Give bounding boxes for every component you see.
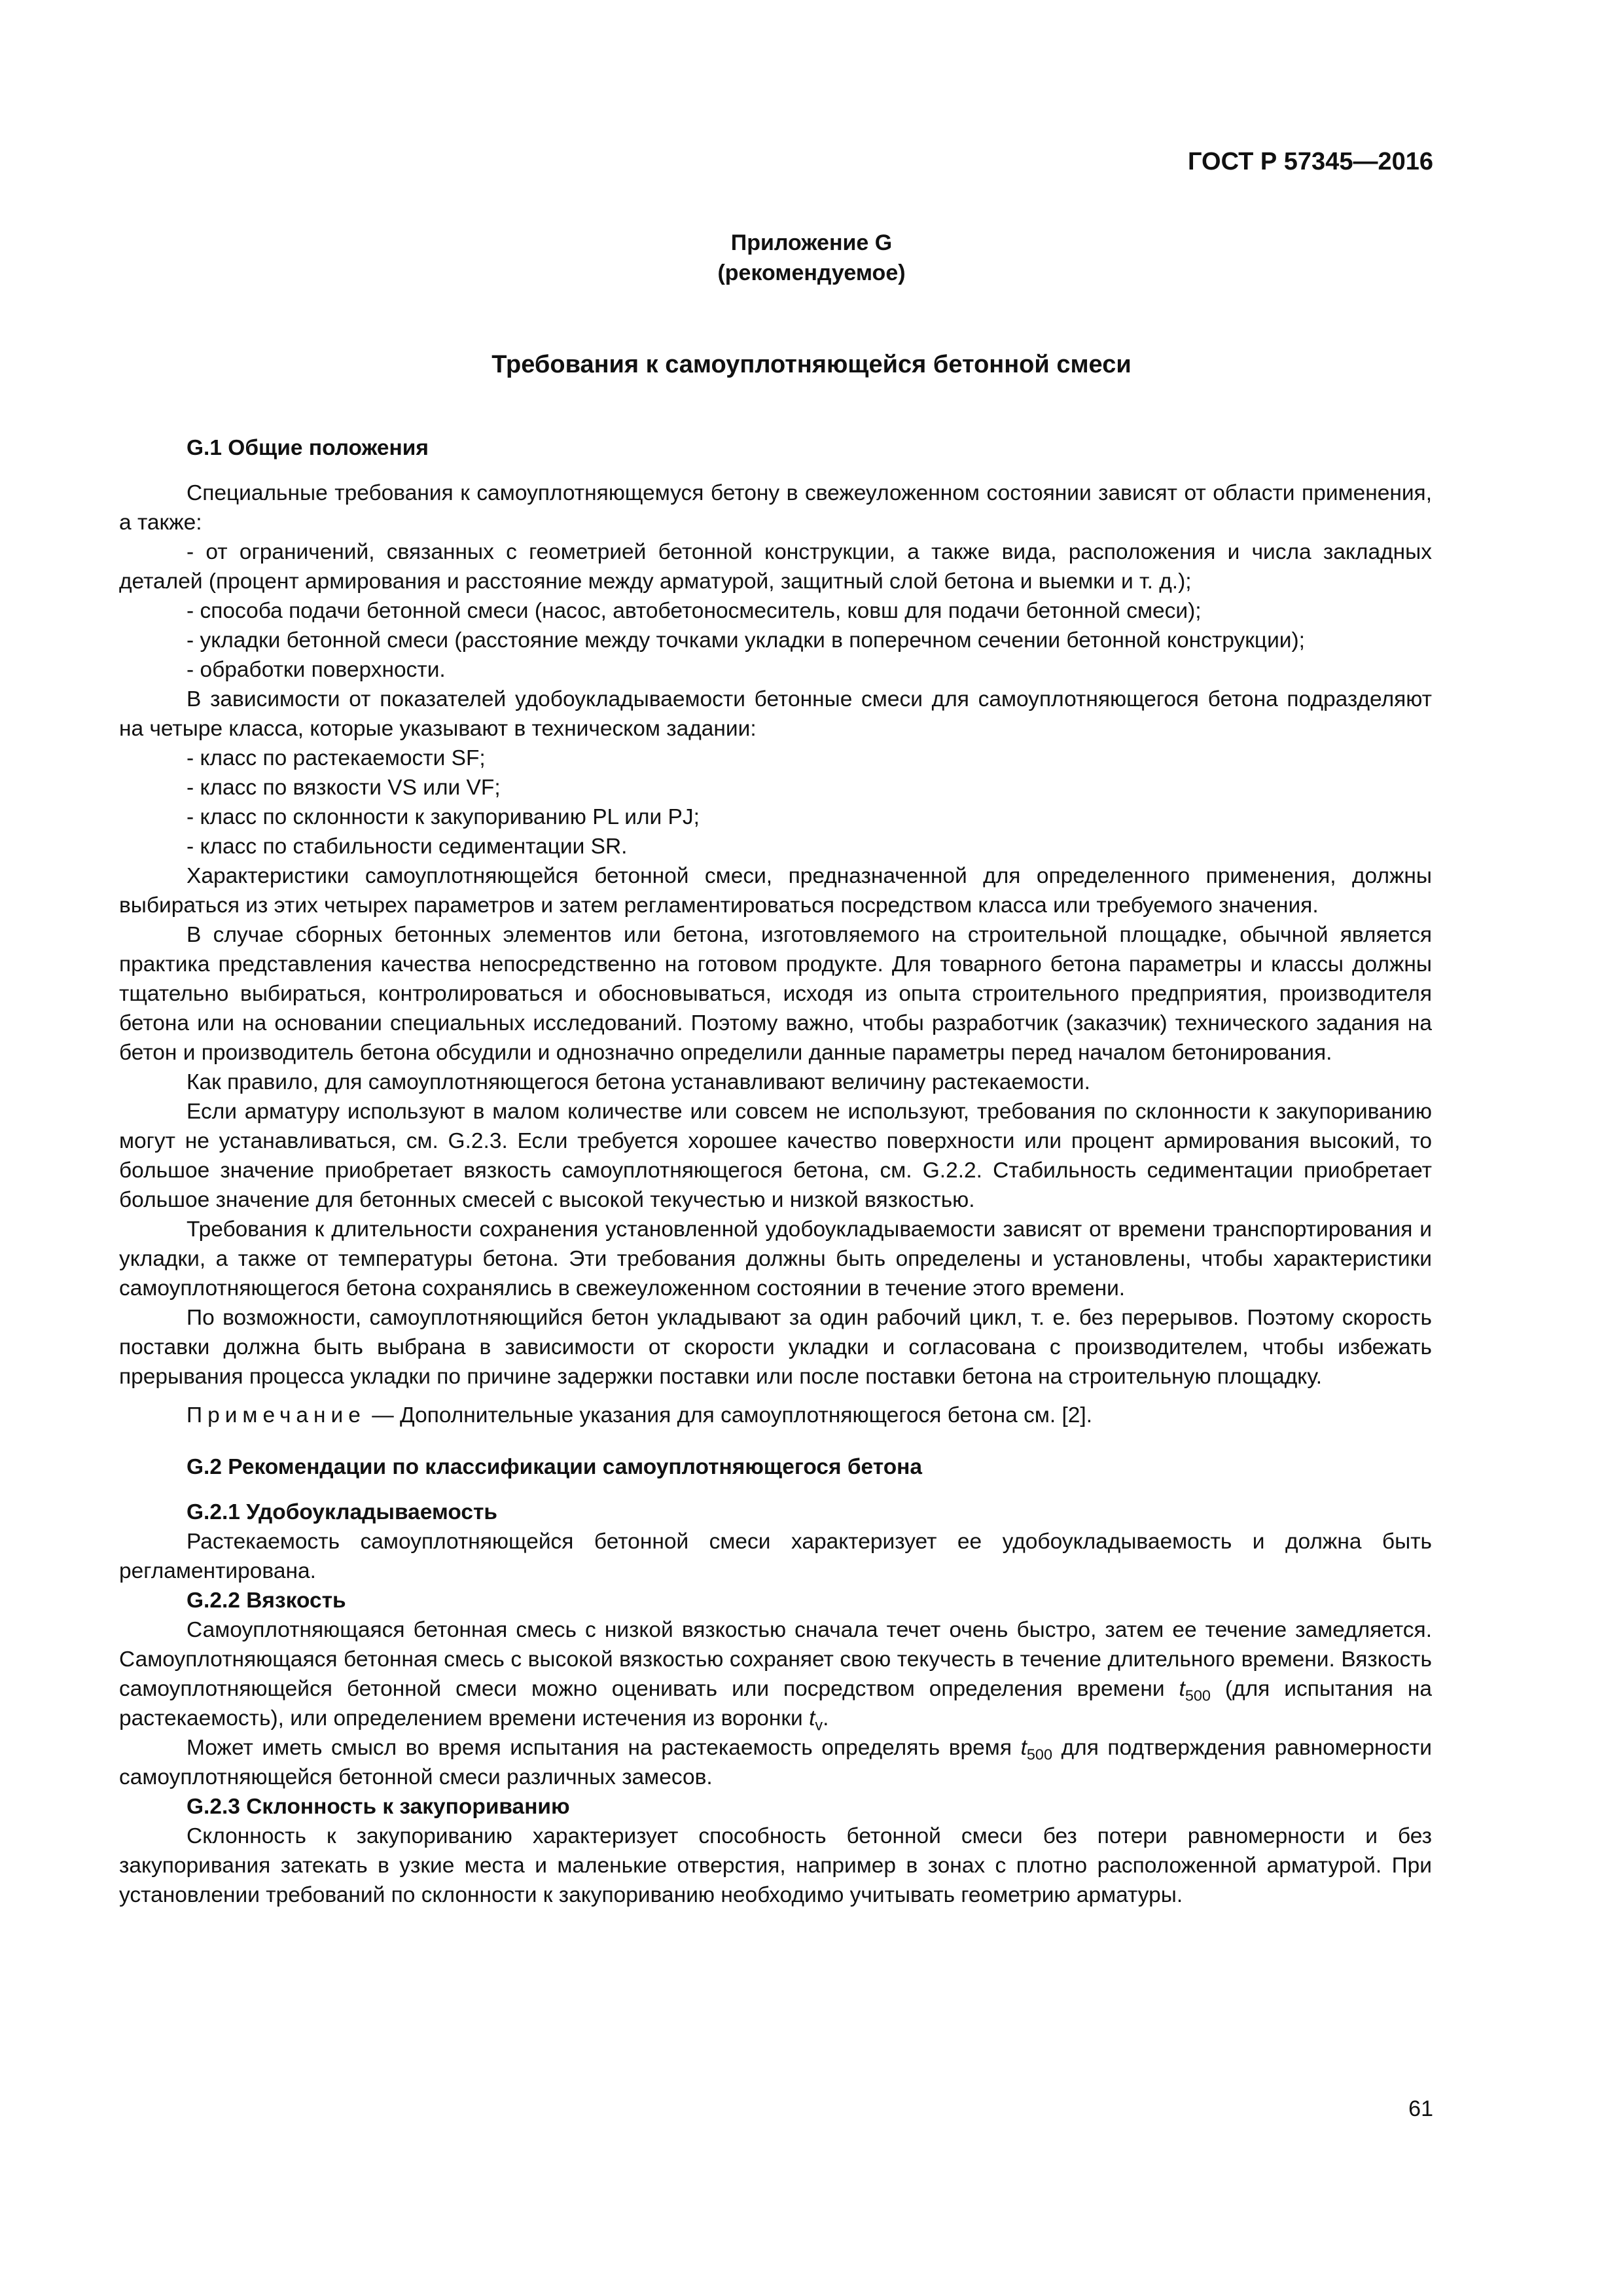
list-item: - класс по вязкости VS или VF;: [187, 776, 501, 800]
period: .: [823, 1706, 829, 1731]
paragraph-text: (для испытания на растекаемость), или определением времени истечения из воронки: [119, 1677, 1432, 1731]
note: [119, 1401, 1432, 1430]
list-item: - класс по растекаемости SF;: [187, 746, 486, 770]
symbol-t: t: [1020, 1736, 1027, 1760]
symbol-t: t: [1179, 1677, 1185, 1701]
subscript-500: 500: [1185, 1687, 1211, 1704]
paragraph: В зависимости от показателей удобоукладываемости бетонные смеси для самоуплотняющегося бетона подразделяют на четыре класса, которые указывают в техническом задании:: [119, 687, 1432, 741]
note-text: — Дополнительные указания для самоуплотняющегося бетона см. [2].: [365, 1403, 1093, 1427]
list-item: - класс по склонности к закупориванию PL или PJ;: [187, 805, 700, 829]
paragraph: [119, 1733, 1432, 1792]
list-item: - от ограничений, связанных с геометрией бетонной конструкции, а также вида, расположения и числа закладных деталей (процент армирования и расстояние между арматурой, защитный слой бетона и выемки и т. д.);: [119, 540, 1432, 594]
paragraph: Как правило, для самоуплотняющегося бетона устанавливают величину растекаемости.: [187, 1070, 1090, 1094]
paragraph: В случае сборных бетонных элементов или бетона, изготовляемого на строительной площадке, обычной является практика представления качества непосредственно на готовом продукте. Для товарного бетона параметры и классы должны тщательно выбираться, контролироваться и обосновываться, исходя из опыта строительного предприятия, производителя бетона или на основании специальных исследований. Поэтому важно, чтобы разработчик (заказчик) технического задания на бетон и производитель бетона обсудили и однозначно определили данные параметры перед началом бетонирования.: [119, 923, 1432, 1065]
section-heading-g2: G.2 Рекомендации по классификации самоуплотняющегося бетона: [187, 1455, 923, 1479]
paragraph: По возможности, самоуплотняющийся бетон укладывают за один рабочий цикл, т. е. без перерывов. Поэтому скорость поставки должна быть выбрана в зависимости от скорости укладки и согласована с производителем, чтобы избежать прерывания процесса укладки по причине задержки поставки или после поставки бетона на строительную площадку.: [119, 1306, 1432, 1389]
list-item: - способа подачи бетонной смеси (насос, автобетоносмеситель, ковш для подачи бетонной смеси);: [187, 599, 1202, 623]
subsection-heading-g23: G.2.3 Склонность к закупориванию: [187, 1795, 570, 1819]
list-item: - класс по стабильности седиментации SR.: [187, 834, 628, 859]
symbol-t: t: [809, 1706, 815, 1731]
appendix-title: Требования к самоуплотняющейся бетонной смеси: [491, 351, 1132, 378]
paragraph: [119, 1615, 1432, 1733]
paragraph: Характеристики самоуплотняющейся бетонной смеси, предназначенной для определенного применения, должны выбираться из этих четырех параметров и затем регламентироваться посредством класса или требуемого значения.: [119, 864, 1432, 918]
paragraph: Требования к длительности сохранения установленной удобоукладываемости зависят от времени транспортирования и укладки, а также от температуры бетона. Эти требования должны быть определены и установлены, чтобы характеристики самоуплотняющегося бетона сохранялись в свежеуложенном состоянии в течение этого времени.: [119, 1217, 1432, 1300]
paragraph: Если арматуру используют в малом количестве или совсем не используют, требования по склонности к закупориванию могут не устанавливаться, см. G.2.3. Если требуется хорошее качество поверхности или процент армирования высокий, то большое значение приобретает вязкость самоуплотняющегося бетона, см. G.2.2. Стабильность седиментации приобретает большое значение для бетонных смесей с высокой текучестью и низкой вязкостью.: [119, 1100, 1432, 1212]
subscript-500: 500: [1026, 1746, 1052, 1763]
page-number: 61: [1408, 2096, 1433, 2121]
paragraph-text: Может иметь смысл во время испытания на растекаемость определять время: [187, 1736, 1021, 1760]
appendix-label: Приложение G: [730, 230, 893, 255]
note-label: Примечание: [187, 1403, 366, 1427]
subsection-heading-g21: G.2.1 Удобоукладываемость: [187, 1500, 497, 1524]
paragraph: Растекаемость самоуплотняющейся бетонной смеси характеризует ее удобоукладываемость и должна быть регламентирована.: [119, 1530, 1432, 1583]
paragraph: Специальные требования к самоуплотняющемуся бетону в свежеуложенном состоянии зависят от области применения, а также:: [119, 481, 1432, 535]
subsection-heading-g22: G.2.2 Вязкость: [187, 1588, 346, 1613]
subscript-v: v: [815, 1716, 823, 1734]
section-heading-g1: G.1 Общие положения: [187, 436, 429, 460]
appendix-heading: [0, 228, 1623, 288]
paragraph: Склонность к закупориванию характеризует способность бетонной смеси без потери равномерности и без закупоривания затекать в узкие места и маленькие отверстия, например в зонах с плотно расположенной арматурой. При установлении требований по склонности к закупориванию необходимо учитывать геометрию арматуры.: [119, 1824, 1432, 1907]
list-item: - обработки поверхности.: [187, 658, 446, 682]
document-body: [119, 428, 1432, 1910]
list-item: - укладки бетонной смеси (расстояние между точками укладки в поперечном сечении бетонной конструкции);: [187, 628, 1305, 653]
appendix-status: (рекомендуемое): [717, 260, 906, 285]
document-code: ГОСТ Р 57345—2016: [1188, 148, 1433, 175]
paragraph-text: Самоуплотняющаяся бетонная смесь с низкой вязкостью сначала течет очень быстро, затем ее течение замедляется. Самоуплотняющаяся бетонная смесь с высокой вязкостью сохраняет свою текучесть в течение длительного времени. Вязкость самоуплотняющейся бетонной смеси можно оценивать или посредством определения времени: [119, 1618, 1432, 1701]
paragraph-text: для подтверждения равномерности самоуплотняющейся бетонной смеси различных замесов.: [119, 1736, 1432, 1789]
